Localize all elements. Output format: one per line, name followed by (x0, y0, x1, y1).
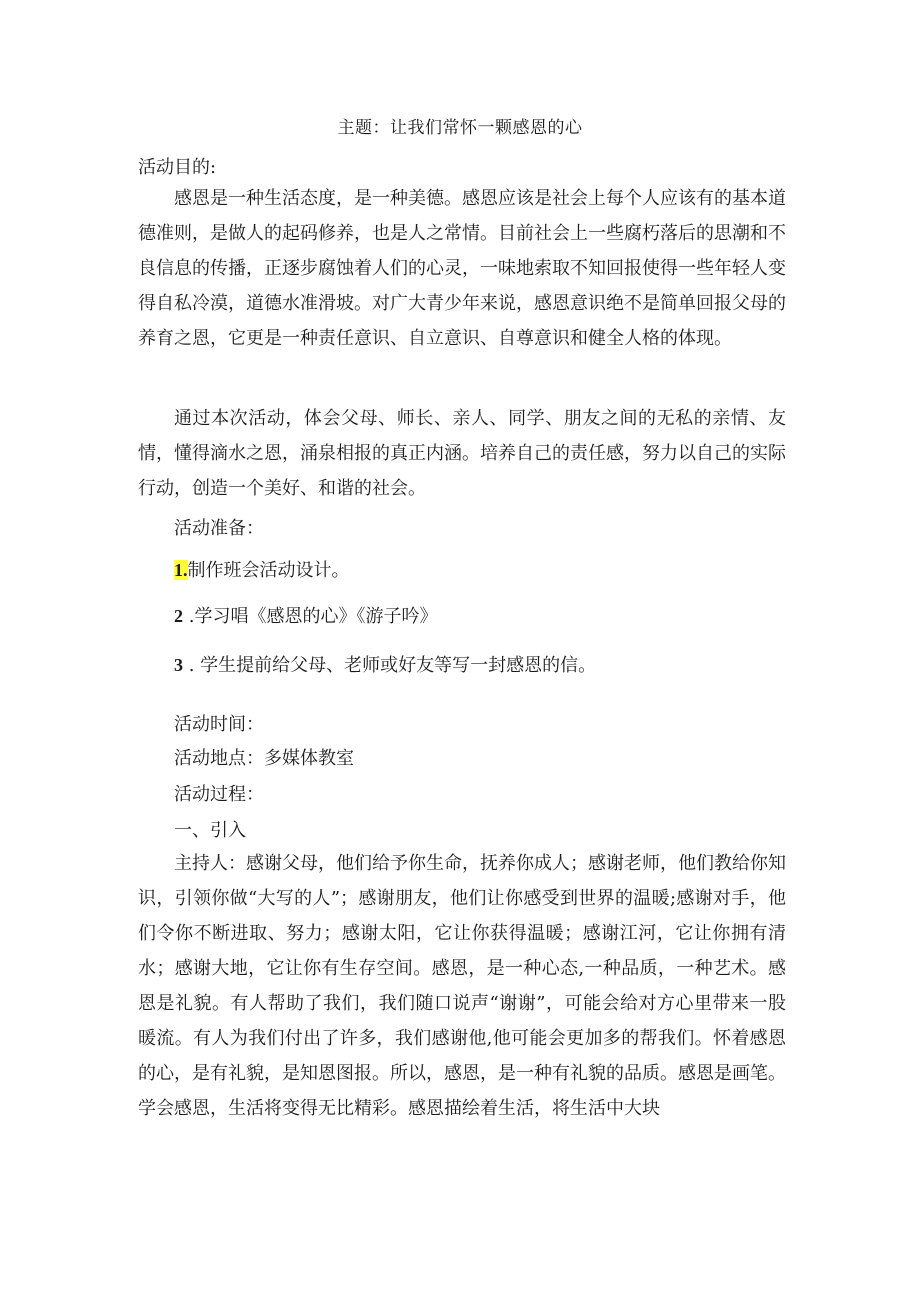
purpose-label: 活动目的: (138, 157, 217, 178)
prep-item-1-text: 制作班会活动设计。 (187, 560, 350, 581)
time-label: 活动时间： (174, 714, 264, 735)
host-paragraph: 主持人：感谢父母，他们给予你生命，抚养你成人；感谢老师，他们教给你知识，引领你做“大写的人”；感谢朋友，他们让你感受到世界的温暖;感谢对手，他们令你不断进取、努力；感谢太阳，它让你获得温暖；感谢江河，它让你拥有清水；感谢大地，它让你有生存空间。感恩，是一种心态,一种品质，一种艺术。感恩是礼貌。有人帮助了我们，我们随口说声“谢谢”，可能会给对方心里带来一股暖流。有人为我们付出了许多，我们感谢他,他可能会更加多的帮我们。怀着感恩的心，是有礼貌，是知恩图报。所以，感恩，是一种有礼貌的品质。感恩是画笔。学会感恩，生活将变得无比精彩。感恩描绘着生活，将生活中大块 (138, 853, 786, 1119)
prep-item-3-number: 3 (174, 655, 183, 675)
prep-item-2-number: 2 (174, 606, 183, 626)
purpose-paragraph-1: 感恩是一种生活态度，是一种美德。感恩应该是社会上每个人应该有的基本道德准则，是做人的起码修养，也是人之常情。目前社会上一些腐朽落后的思潮和不良信息的传播，正逐步腐蚀着人们的心灵，一味地索取不知回报使得一些年轻人变得自私冷漠，道德水准滑坡。对广大青少年来说，感恩意识绝不是简单回报父母的养育之恩，它更是一种责任意识、自立意识、自尊意识和健全人格的体现。 (138, 188, 786, 349)
prep-item-2-text: .学习唱《感恩的心》《游子吟》 (183, 606, 438, 627)
prep-label: 活动准备： (174, 518, 264, 539)
prep-item-3-text: . 学生提前给父母、老师或好友等写一封感恩的信。 (183, 655, 597, 676)
prep-item-3 (174, 652, 596, 679)
process-label: 活动过程： (174, 784, 264, 805)
prep-item-2 (174, 603, 437, 630)
purpose-paragraph-2: 通过本次活动，体会父母、师长、亲人、同学、朋友之间的无私的亲情、友情，懂得滴水之恩，涌泉相报的真正内涵。培养自己的责任感，努力以自己的实际行动，创造一个美好、和谐的社会。 (138, 408, 786, 499)
document-title: 主题：让我们常怀一颗感恩的心 (337, 118, 583, 138)
prep-item-1 (174, 557, 350, 584)
prep-item-1-number: 1. (174, 560, 188, 580)
section-intro-heading: 一、引入 (174, 820, 246, 841)
place-label: 活动地点：多媒体教室 (174, 748, 354, 769)
